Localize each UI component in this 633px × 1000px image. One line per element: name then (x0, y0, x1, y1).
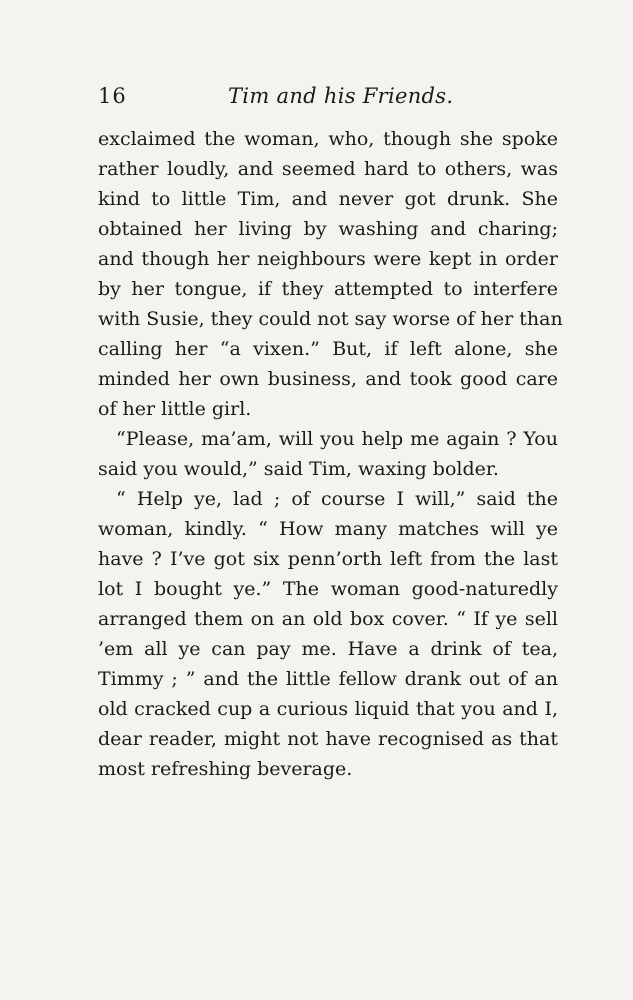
text-line: dear reader, might not have recognised as that (98, 728, 558, 750)
paragraph (98, 124, 563, 424)
text-line: minded her own business, and took good care (98, 368, 558, 390)
text-line: “ Help ye, lad ; of course I will,” said the (116, 488, 558, 510)
text-line: by her tongue, if they attempted to interfere (98, 278, 558, 300)
text-line: kind to little Tim, and never got drunk. She (98, 188, 558, 210)
text-line: lot I bought ye.” The woman good-naturedly (98, 578, 558, 600)
text-line: calling her “a vixen.” But, if left alone, she (98, 338, 558, 360)
text-line: and though her neighbours were kept in order (98, 248, 558, 270)
text-line: arranged them on an old box cover. “ If ye sell (98, 608, 558, 630)
text-line: most refreshing beverage. (98, 758, 353, 780)
text-line: exclaimed the woman, who, though she spoke (98, 128, 558, 150)
text-line: with Susie, they could not say worse of her than (98, 308, 563, 330)
text-line: Timmy ; ” and the little fellow drank out of an (98, 668, 558, 690)
paragraph (98, 484, 558, 784)
text-line: said you would,” said Tim, waxing bolder. (98, 458, 499, 480)
text-line: of her little girl. (98, 398, 252, 420)
paragraph (98, 424, 558, 484)
page-number: 16 (98, 84, 127, 108)
text-line: ’em all ye can pay me. Have a drink of tea, (98, 638, 558, 660)
running-title: Tim and his Friends. (228, 84, 454, 108)
text-line: “Please, ma’am, will you help me again ? You (116, 428, 558, 450)
page-header (98, 78, 558, 118)
text-line: obtained her living by washing and charing; (98, 218, 558, 240)
body-text (98, 124, 563, 784)
text-line: woman, kindly. “ How many matches will ye (98, 518, 558, 540)
text-line: have ? I’ve got six penn’orth left from the last (98, 548, 558, 570)
text-line: rather loudly, and seemed hard to others, was (98, 158, 558, 180)
text-line: old cracked cup a curious liquid that you and I, (98, 698, 558, 720)
